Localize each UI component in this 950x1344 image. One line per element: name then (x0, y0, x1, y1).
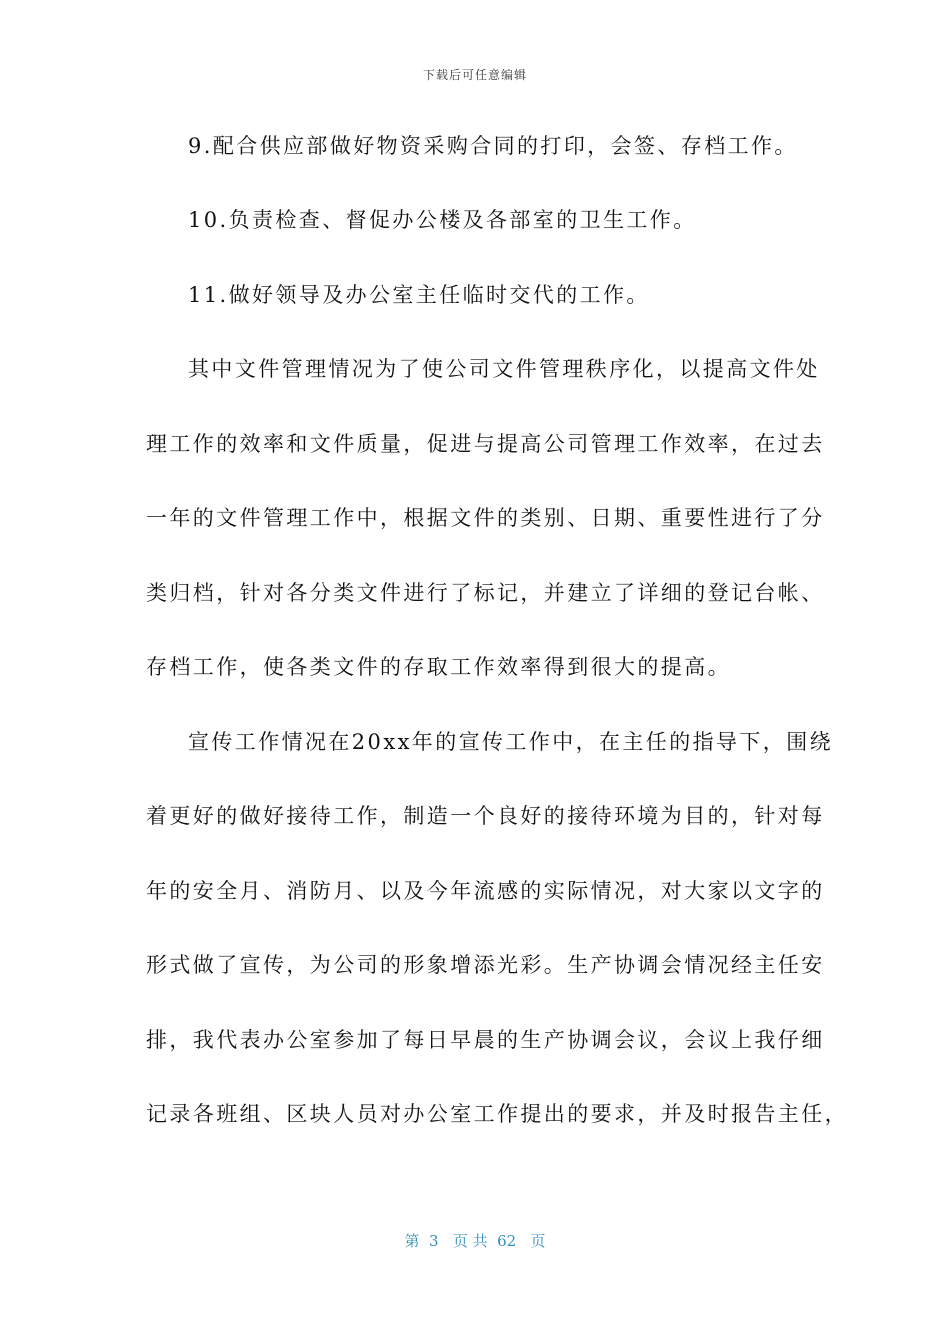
text-line: 其中文件管理情况为了使公司文件管理秩序化，以提高文件处 (188, 357, 820, 381)
text-line: 类归档，针对各分类文件进行了标记，并建立了详细的登记台帐、 (146, 581, 825, 605)
text-line: 一年的文件管理工作中，根据文件的类别、日期、重要性进行了分 (146, 506, 825, 530)
text-line: 着更好的做好接待工作，制造一个良好的接待环境为目的，针对每 (146, 804, 825, 828)
text-line: 排，我代表办公室参加了每日早晨的生产协调会议，会议上我仔细 (146, 1028, 825, 1052)
text-line: 存档工作，使各类文件的存取工作效率得到很大的提高。 (146, 655, 731, 679)
text-line: 记录各班组、区块人员对办公室工作提出的要求，并及时报告主任， (146, 1102, 848, 1126)
text-line: 年的安全月、消防月、以及今年流感的实际情况，对大家以文字的 (146, 879, 825, 903)
text-line: 形式做了宣传，为公司的形象增添光彩。生产协调会情况经主任安 (146, 953, 825, 977)
text-line: 10.负责检查、督促办公楼及各部室的卫生工作。 (188, 208, 697, 232)
text-line: 9.配合供应部做好物资采购合同的打印，会签、存档工作。 (188, 134, 798, 158)
text-line: 11.做好领导及办公室主任临时交代的工作。 (188, 283, 650, 307)
page-footer: 第 3 页 共 62 页 (404, 1232, 546, 1250)
text-line: 理工作的效率和文件质量，促进与提高公司管理工作效率，在过去 (146, 432, 825, 456)
page-header: 下载后可任意编辑 (422, 68, 527, 82)
text-line: 宣传工作情况在20xx年的宣传工作中，在主任的指导下，围绕 (188, 730, 834, 754)
